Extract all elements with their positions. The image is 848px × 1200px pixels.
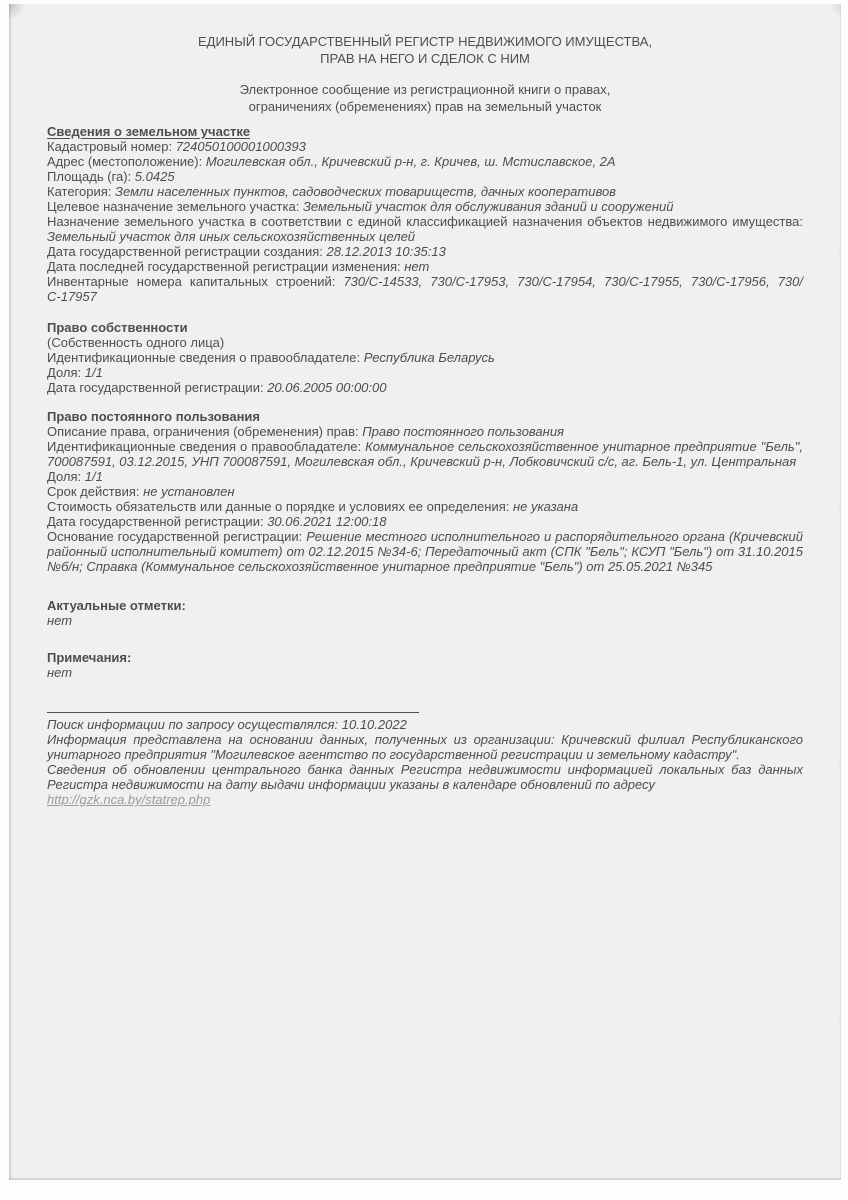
field-label: Целевое назначение земельного участка: [47, 199, 300, 214]
document-footer [47, 712, 803, 807]
footer-update-text: Сведения об обновлении центрального банка данных Регистра недвижимости информацией локальных баз данных Регистра недвижимости на дату выдачи информации указаны в календаре обновлений по адресу [47, 762, 803, 792]
field-label: Доля: [47, 469, 82, 484]
row-validity-term [47, 484, 803, 499]
field-label: Описание права, ограничения (обременения) прав: [47, 424, 359, 439]
field-value: Коммунальное сельскохозяйственное унитарное предприятие "Бель", 700087591, 03.12.2015, УНП 700087591, Могилевская обл., Кричевский р-н, Лобковичский с/с, аг. Бель-1, ул. Центральная [47, 439, 803, 469]
field-value: 30.06.2021 12:00:18 [267, 514, 387, 529]
permanent-use-heading: Право постоянного пользования [47, 409, 261, 424]
field-label: Идентификационные сведения о правообладателе: [47, 350, 361, 365]
field-value: 1/1 [84, 365, 103, 380]
marks-heading: Актуальные отметки: [47, 598, 186, 613]
field-label: Стоимость обязательств или данные о порядке и условиях ее определения: [47, 499, 510, 514]
notes-value: нет [47, 665, 73, 680]
notes-heading: Примечания: [47, 650, 132, 665]
row-purpose [47, 199, 803, 214]
row-cadastral-number [47, 139, 803, 154]
ownership-subheading: (Собственность одного лица) [47, 335, 225, 350]
field-value: 724050100001000393 [175, 139, 306, 154]
field-label: Дата государственной регистрации: [47, 380, 264, 395]
footer-divider [47, 712, 419, 713]
section-notes [47, 650, 803, 680]
field-value: Земельный участок для обслуживания зданий и сооружений [302, 199, 674, 214]
field-label: Адрес (местоположение): [47, 154, 203, 169]
ownership-heading: Право собственности [47, 320, 188, 335]
field-label: Кадастровый номер: [47, 139, 173, 154]
row-creation-registration-date [47, 244, 803, 259]
row-registration-date [47, 514, 803, 529]
row-registration-basis [47, 529, 803, 574]
parcel-heading: Сведения о земельном участке [47, 124, 251, 139]
field-label: Доля: [47, 365, 82, 380]
row-search-date [47, 717, 803, 732]
row-share [47, 365, 803, 380]
field-label: Инвентарные номера капитальных строений: [47, 274, 336, 289]
field-label: Основание государственной регистрации: [47, 529, 303, 544]
field-label: Площадь (га): [47, 169, 132, 184]
row-category [47, 184, 803, 199]
section-ownership-right [47, 320, 803, 395]
field-label: Дата государственной регистрации создания: [47, 244, 323, 259]
field-value: Республика Беларусь [363, 350, 495, 365]
field-label: Дата последней государственной регистрации изменения: [47, 259, 401, 274]
document-content [47, 33, 803, 807]
row-change-registration-date [47, 259, 803, 274]
field-label: Категория: [47, 184, 112, 199]
row-inventory-numbers [47, 274, 803, 304]
footer-info-text: Информация представлена на основании данных, полученных из организации: Кричевский филиал Республиканского унитарного предприятия "Могилевское агентство по государственной регистрации и земельному кадастру". [47, 732, 803, 762]
row-registration-date [47, 380, 803, 395]
row-rightholder [47, 439, 803, 469]
row-classification-purpose [47, 214, 803, 244]
doc-title-line1: ЕДИНЫЙ ГОСУДАРСТВЕННЫЙ РЕГИСТР НЕДВИЖИМОГО ИМУЩЕСТВА, [197, 34, 653, 49]
field-value: Решение местного исполнительного и распорядительного органа (Кричевский районный исполнительный комитет) от 02.12.2015 №34-6; Передаточный акт (СПК "Бель"; КСУП "Бель") от 31.10.2015 №б/н; Справка (Коммунальное сельскохозяйственное унитарное предприятие "Бель") от 25.05.2021 №345 [47, 529, 803, 574]
section-actual-marks [47, 598, 803, 628]
document-header [47, 33, 803, 115]
row-right-description [47, 424, 803, 439]
field-label: Поиск информации по запросу осуществлялся: [47, 717, 339, 732]
field-value: 730/С-14533, 730/С-17953, 730/С-17954, 730/С-17955, 730/С-17956, 730/С-17957 [47, 274, 804, 304]
section-permanent-use-right [47, 409, 803, 574]
doc-title-line2: ПРАВ НА НЕГО И СДЕЛОК С НИМ [320, 51, 530, 66]
row-rightholder [47, 350, 803, 365]
field-value: 5.0425 [134, 169, 175, 184]
row-share [47, 469, 803, 484]
doc-subtitle-line2: ограничениях (обременениях) прав на земельный участок [248, 99, 602, 114]
field-value: не указана [512, 499, 579, 514]
section-parcel-info [47, 124, 803, 304]
field-value: Земли населенных пунктов, садоводческих товариществ, дачных кооперативов [115, 184, 616, 199]
field-label: Идентификационные сведения о правообладателе: [47, 439, 362, 454]
field-value: 28.12.2013 10:35:13 [326, 244, 446, 259]
scan-sheet [9, 4, 841, 1180]
field-value: Право постоянного пользования [362, 424, 564, 439]
field-value: Земельный участок для иных сельскохозяйственных целей [47, 229, 416, 244]
field-value: 10.10.2022 [341, 717, 407, 732]
field-value: 20.06.2005 00:00:00 [267, 380, 387, 395]
doc-subtitle-line1: Электронное сообщение из регистрационной книги о правах, [239, 82, 611, 97]
field-label: Дата государственной регистрации: [47, 514, 264, 529]
field-label: Срок действия: [47, 484, 140, 499]
row-area [47, 169, 803, 184]
doc-subtitle [47, 81, 803, 115]
row-obligations-cost [47, 499, 803, 514]
field-value: нет [404, 259, 430, 274]
field-value: не установлен [143, 484, 235, 499]
field-value: 1/1 [84, 469, 103, 484]
footer-link[interactable]: http://gzk.nca.by/statrep.php [47, 792, 211, 807]
field-label: Назначение земельного участка в соответствии с единой классификацией назначения объектов недвижимого имущества: [47, 214, 803, 229]
marks-value: нет [47, 613, 73, 628]
field-value: Могилевская обл., Кричевский р-н, г. Кричев, ш. Мстиславское, 2А [205, 154, 616, 169]
row-address [47, 154, 803, 169]
